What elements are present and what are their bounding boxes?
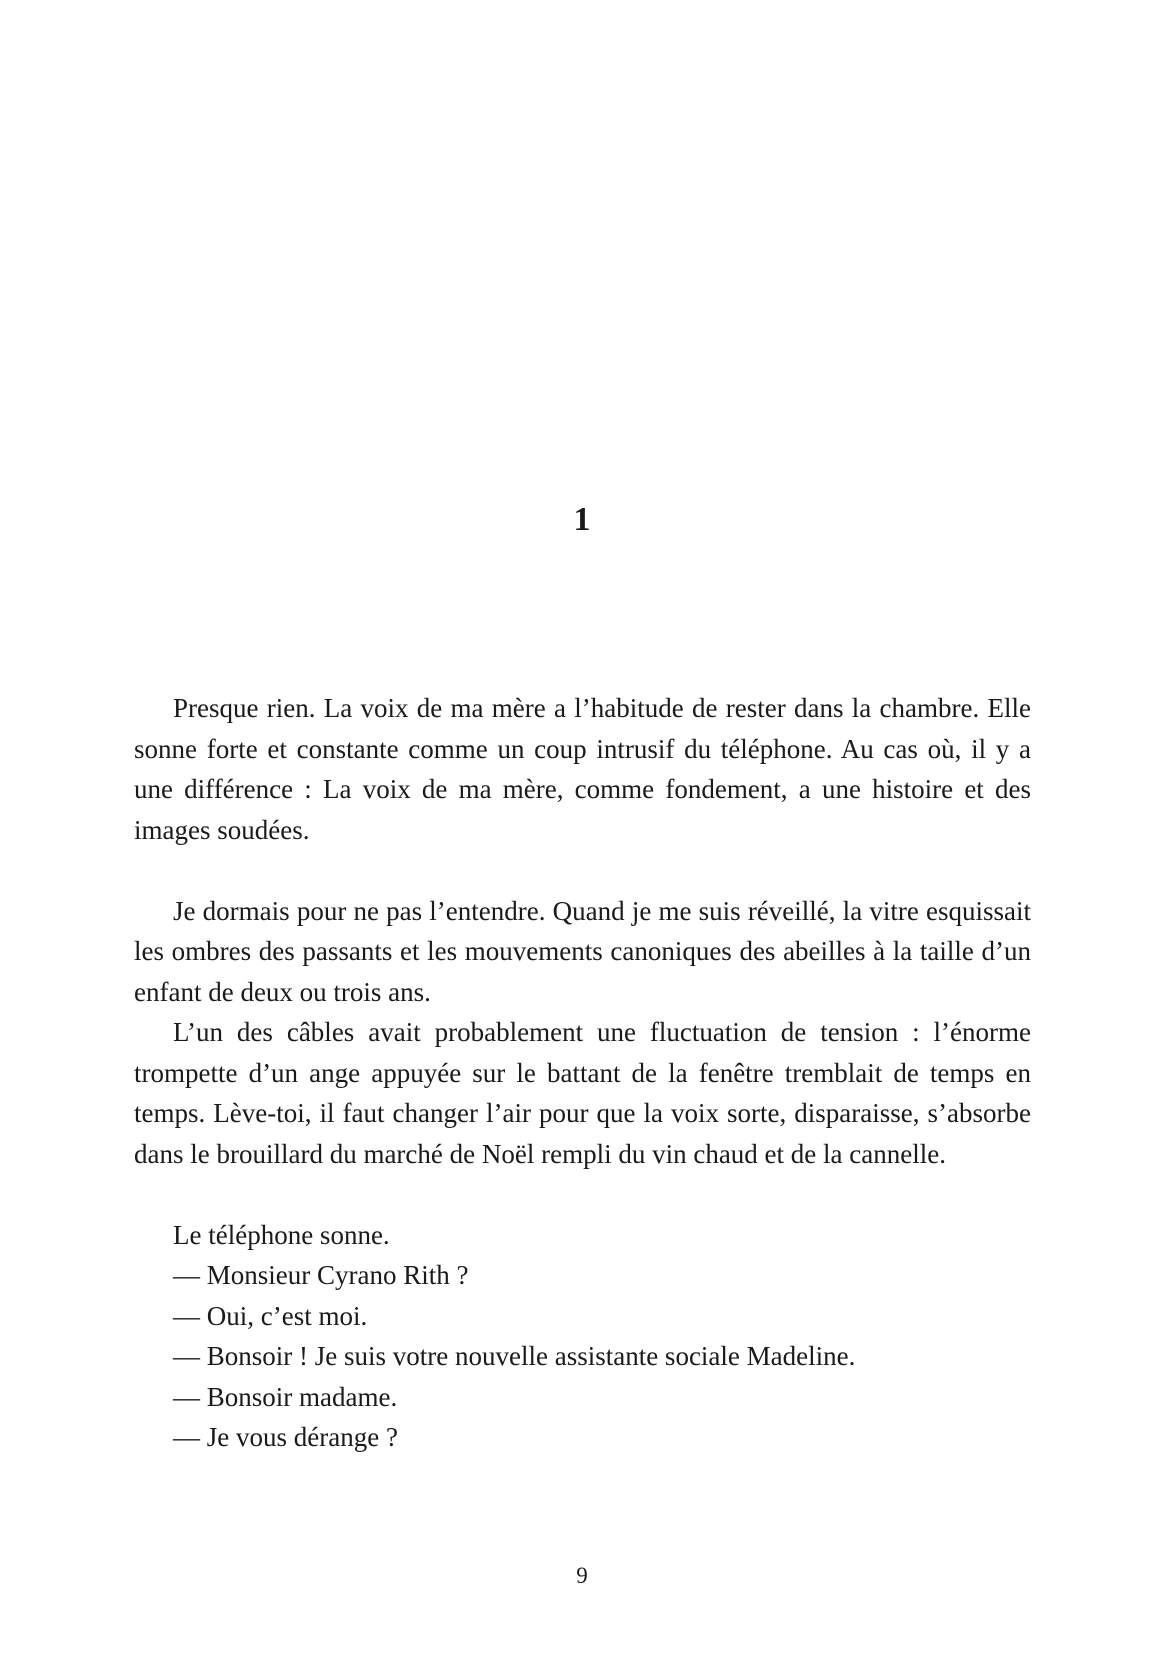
page-number: 9 [576, 1563, 588, 1588]
paragraph: L’un des câbles avait probablement une fluctuation de tension : l’énorme trompette d’un ange appuyée sur le battant de la fenêtre tremblait de temps en temps. Lève-toi, il faut changer l’air pour que la voix sorte, disparaisse, s’absorbe dans le brouillard du marché de Noël rempli du vin chaud et de la cannelle. [134, 1017, 1031, 1169]
dialogue-line: — Monsieur Cyrano Rith ? [173, 1260, 469, 1290]
paragraph: Je dormais pour ne pas l’entendre. Quand je me suis réveillé, la vitre esquissait les ombres des passants et les mouvements canoniques des abeilles à la taille d’un enfant de deux ou trois ans. [134, 895, 1031, 1007]
dialogue-line: — Bonsoir ! Je suis votre nouvelle assistante sociale Madeline. [173, 1341, 856, 1371]
dialogue-block [134, 1215, 1031, 1458]
paragraph: Presque rien. La voix de ma mère a l’habitude de rester dans la chambre. Elle sonne forte et constante comme un coup intrusif du téléphone. Au cas où, il y a une différence : La voix de ma mère, comme fondement, a une histoire et des images soudées. [134, 693, 1031, 845]
chapter-number: 1 [573, 501, 591, 538]
dialogue-line: — Oui, c’est moi. [173, 1300, 368, 1331]
narration-line: Le téléphone sonne. [173, 1219, 390, 1250]
dialogue-line: — Bonsoir madame. [173, 1381, 398, 1412]
chapter-body [134, 688, 1031, 1458]
dialogue-line: — Je vous dérange ? [173, 1422, 398, 1452]
